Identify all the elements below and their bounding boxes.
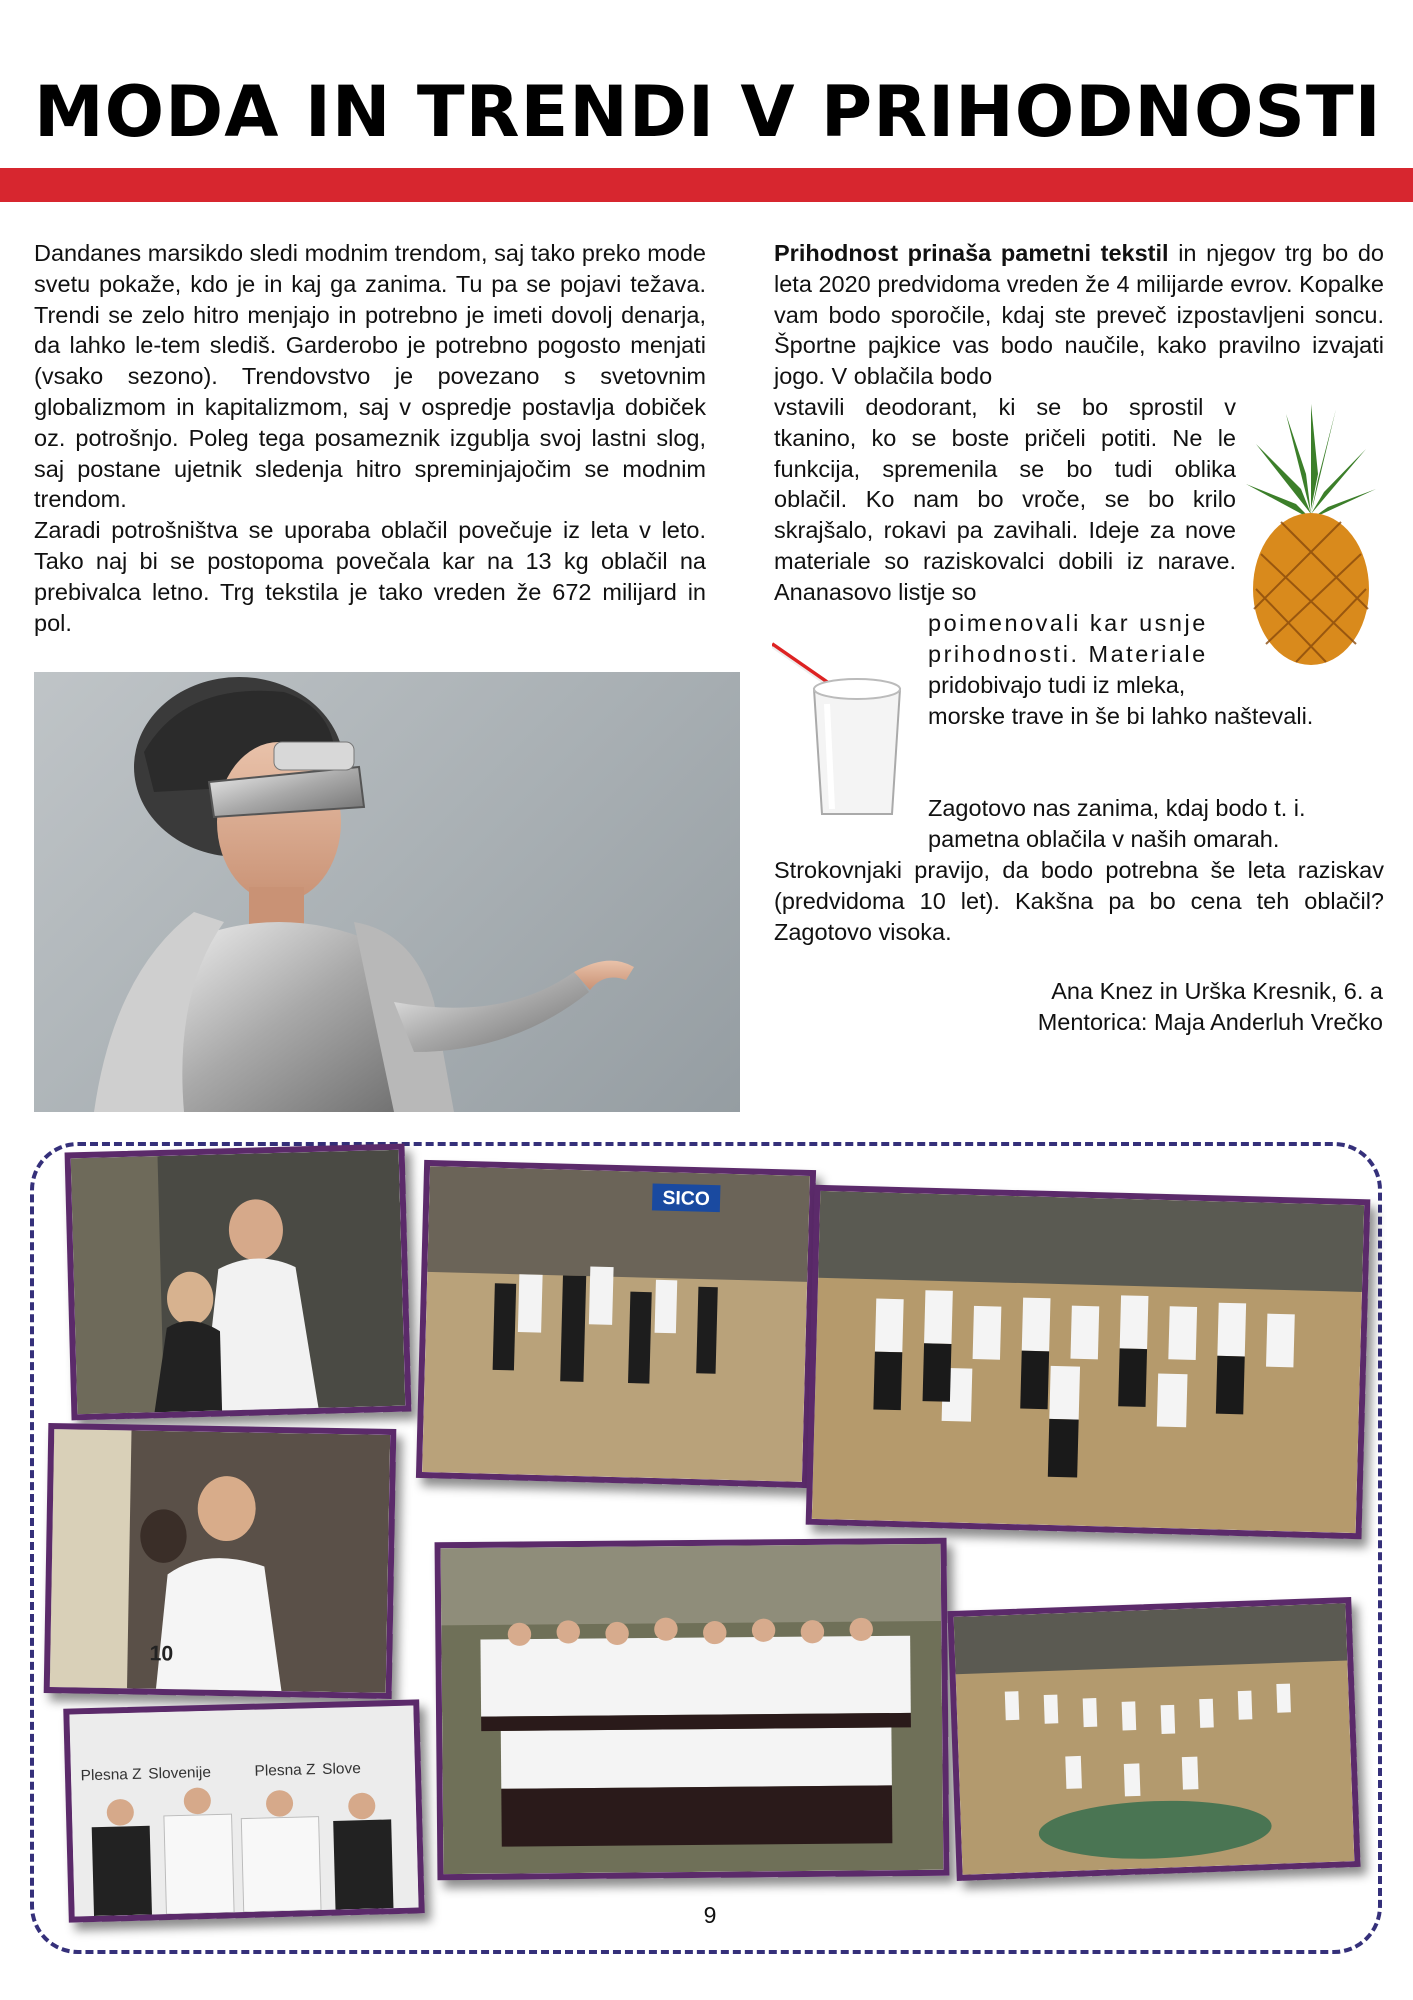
formation-dance-photo (947, 1597, 1360, 1881)
group-portrait-photo (435, 1538, 950, 1880)
page-title: MODA IN TRENDI V PRIHODNOSTI (34, 71, 1382, 153)
plesna-zveza-photo (63, 1699, 424, 1922)
futuristic-woman-photo (34, 672, 740, 1112)
plesna-sign-right: Plesna Z (254, 1761, 316, 1780)
indent-line-1: poimenovali kar usnje (928, 610, 1208, 636)
milk-glass-image (772, 634, 922, 824)
authors: Ana Knez in Urška Kresnik, 6. a (1051, 978, 1383, 1004)
slove-sign: Slove (321, 1760, 362, 1778)
slovenije-sign: Slovenije (148, 1764, 212, 1783)
closing-indent-1: Zagotovo nas zanima, kdaj bodo t. i. (928, 795, 1306, 821)
closing-paragraph (774, 855, 1384, 947)
right-text-intro (774, 238, 1384, 392)
closing-indent-2: pametna oblačila v naših omarah. (928, 826, 1280, 852)
right-intro-bold: Prihodnost prinaša pametni tekstil (774, 240, 1169, 266)
sico-sign: SICO (662, 1187, 711, 1211)
indent-line-2: prihodnosti. Materiale (928, 641, 1208, 667)
pineapple-image (1246, 404, 1376, 666)
closing-paragraph-text: Strokovnjaki pravijo, da bodo potrebna še leta raziskav (predvidoma 10 let). Kakšna pa bo cena teh oblačil? Zagotovo visoka. (774, 857, 1384, 945)
indent-line-4: morske trave in še bi lahko naštevali. (928, 703, 1314, 729)
right-text-wrap (774, 392, 1236, 608)
signature-block (883, 976, 1383, 1038)
right-intro-rest: in njegov trg bo do leta 2020 predvidoma vreden že 4 milijarde evrov. Kopalke vam bodo sporočile, kdaj ste preveč izpostavljeni soncu. Športne pajkice vas bodo naučile, kako pravilno izvajati jogo. V oblačila bodo (774, 240, 1385, 390)
group-dance-photo (806, 1185, 1371, 1539)
title-underline-bar (0, 168, 1413, 202)
dancer-number: 10 (149, 1642, 174, 1666)
right-intro-paragraph (774, 238, 1384, 392)
left-paragraph-2: Zaradi potrošništva se uporaba oblačil povečuje iz leta v leto. Tako naj bi se postopoma povečala kar na 13 kg oblačil na prebivalca letno. Trg tekstila je tako vreden že 672 milijard in pol. (34, 517, 706, 636)
ballroom-couple-number-photo (44, 1423, 397, 1699)
ballroom-hall-photo (416, 1160, 816, 1488)
plesna-sign-left: Plesna Z (80, 1765, 142, 1785)
futuristic-woman-illustration (34, 672, 740, 1112)
right-wrap-paragraph: vstavili deodorant, ki se bo sprostil v tkanino, ko se boste pričeli potiti. Ne le funkcija, spremenila se bo tudi oblika oblačil. Ko nam bo vroče, se bo krilo skrajšalo, rokavi pa zavihali. Ideje za nove materiale so raziskovalci dobili iz narave. Ananasovo listje so (774, 394, 1236, 605)
indent-line-3: pridobivajo tudi iz mleka, (928, 672, 1186, 698)
page-number: 9 (703, 1902, 717, 1928)
left-text-column (34, 238, 706, 638)
left-paragraph-1: Dandanes marsikdo sledi modnim trendom, saj tako preko mode svetu pokaže, kdo je in kaj ga zanima. Tu pa se pojavi težava. Trendi se zelo hitro menjajo in potrebno je imeti dovolj denarja, da lahko le-tem slediš. Garderobo je potrebno pogosto menjati (vsako sezono). Trendovstvo je povezano s svetovnim globalizmom in kapitalizmom, saj v ospredje postavlja dobiček oz. potrošnjo. Poleg tega posameznik izgublja svoj lastni slog, saj postane ujetnik sledenja hitro spreminjajočim se modnim trendom. (34, 240, 706, 513)
mentor: Mentorica: Maja Anderluh Vrečko (1037, 1009, 1383, 1035)
ballroom-couple-photo (65, 1144, 412, 1421)
